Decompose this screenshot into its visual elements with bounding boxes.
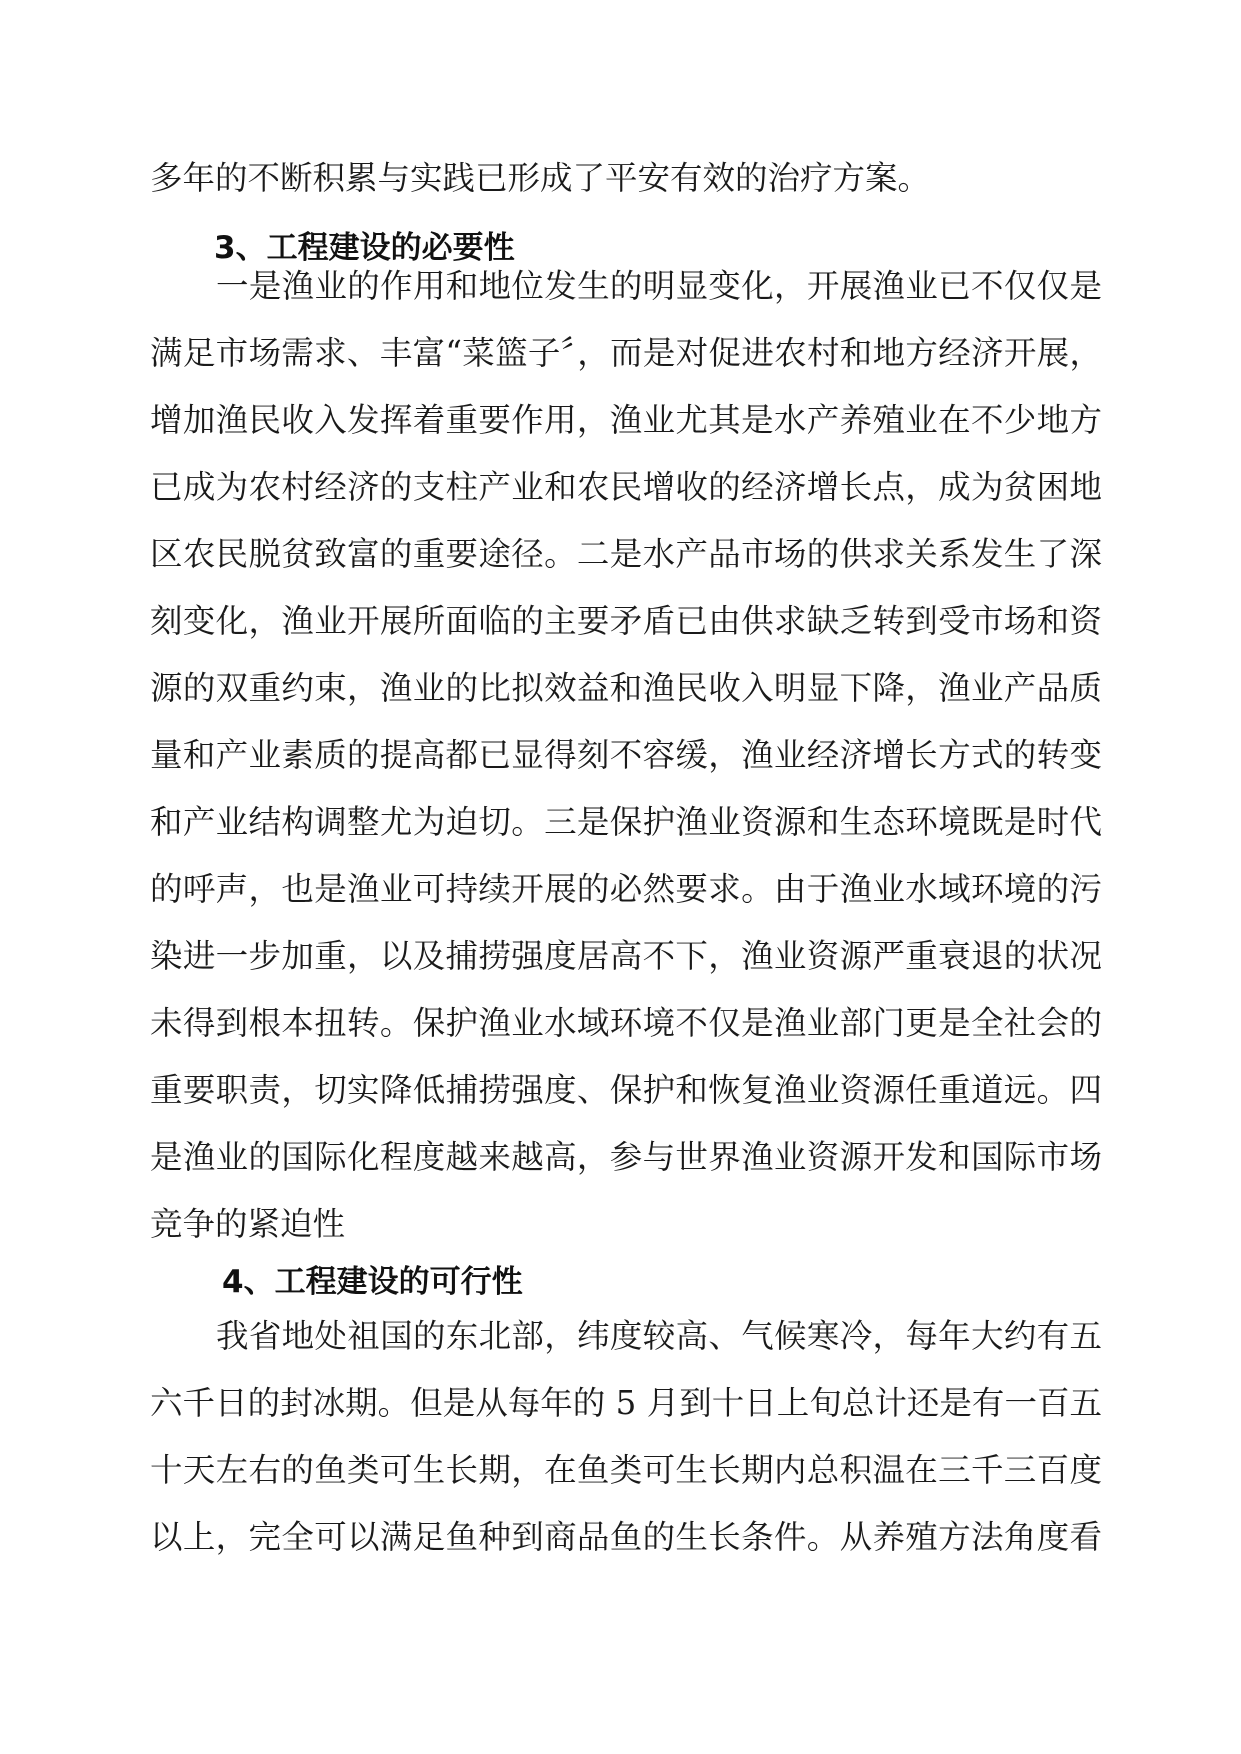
paragraph-line: 是渔业的国际化程度越来越高，参与世界渔业资源开发和国际市场 [150,1138,1102,1176]
paragraph-line: 区农民脱贫致富的重要途径。二是水产品市场的供求关系发生了深 [150,535,1102,573]
paragraph-line: 六千日的封冰期。但是从每年的 5 月到十日上旬总计还是有一百五 [150,1384,1102,1422]
paragraph-line: 的呼声，也是渔业可持续开展的必然要求。由于渔业水域环境的污 [150,870,1102,908]
paragraph-line: 我省地处祖国的东北部，纬度较高、气候寒冷，每年大约有五 [216,1317,1102,1355]
paragraph-line: 竞争的紧迫性 [150,1205,346,1243]
paragraph-line: 一是渔业的作用和地位发生的明显变化，开展渔业已不仅仅是 [216,267,1102,305]
section-heading-necessity: 3、工程建设的必要性 [214,230,515,266]
paragraph-line: 量和产业素质的提高都已显得刻不容缓，渔业经济增长方式的转变 [150,736,1102,774]
paragraph-line: 已成为农村经济的支柱产业和农民增收的经济增长点，成为贫困地 [150,468,1102,506]
paragraph-line: 源的双重约束，渔业的比拟效益和渔民收入明显下降，渔业产品质 [150,669,1102,707]
paragraph-line: 染进一步加重，以及捕捞强度居高不下，渔业资源严重衰退的状况 [150,937,1102,975]
paragraph-line: 未得到根本扭转。保护渔业水域环境不仅是渔业部门更是全社会的 [150,1004,1102,1042]
paragraph-line: 十天左右的鱼类可生长期，在鱼类可生长期内总积温在三千三百度 [150,1451,1102,1489]
paragraph-line: 以上，完全可以满足鱼种到商品鱼的生长条件。从养殖方法角度看 [150,1518,1102,1556]
paragraph-line: 和产业结构调整尤为迫切。三是保护渔业资源和生态环境既是时代 [150,803,1102,841]
paragraph-line: 刻变化，渔业开展所面临的主要矛盾已由供求缺乏转到受市场和资 [150,602,1102,640]
section-heading-feasibility: 4、工程建设的可行性 [222,1264,523,1300]
paragraph-line: 增加渔民收入发挥着重要作用，渔业尤其是水产养殖业在不少地方 [150,401,1102,439]
paragraph-line: 多年的不断积累与实践已形成了平安有效的治疗方案。 [150,159,931,197]
paragraph-line: 重要职责，切实降低捕捞强度、保护和恢复渔业资源任重道远。四 [150,1071,1102,1109]
paragraph-line: 满足市场需求、丰富“菜篮子〞，而是对促进农村和地方经济开展， [150,334,1102,372]
